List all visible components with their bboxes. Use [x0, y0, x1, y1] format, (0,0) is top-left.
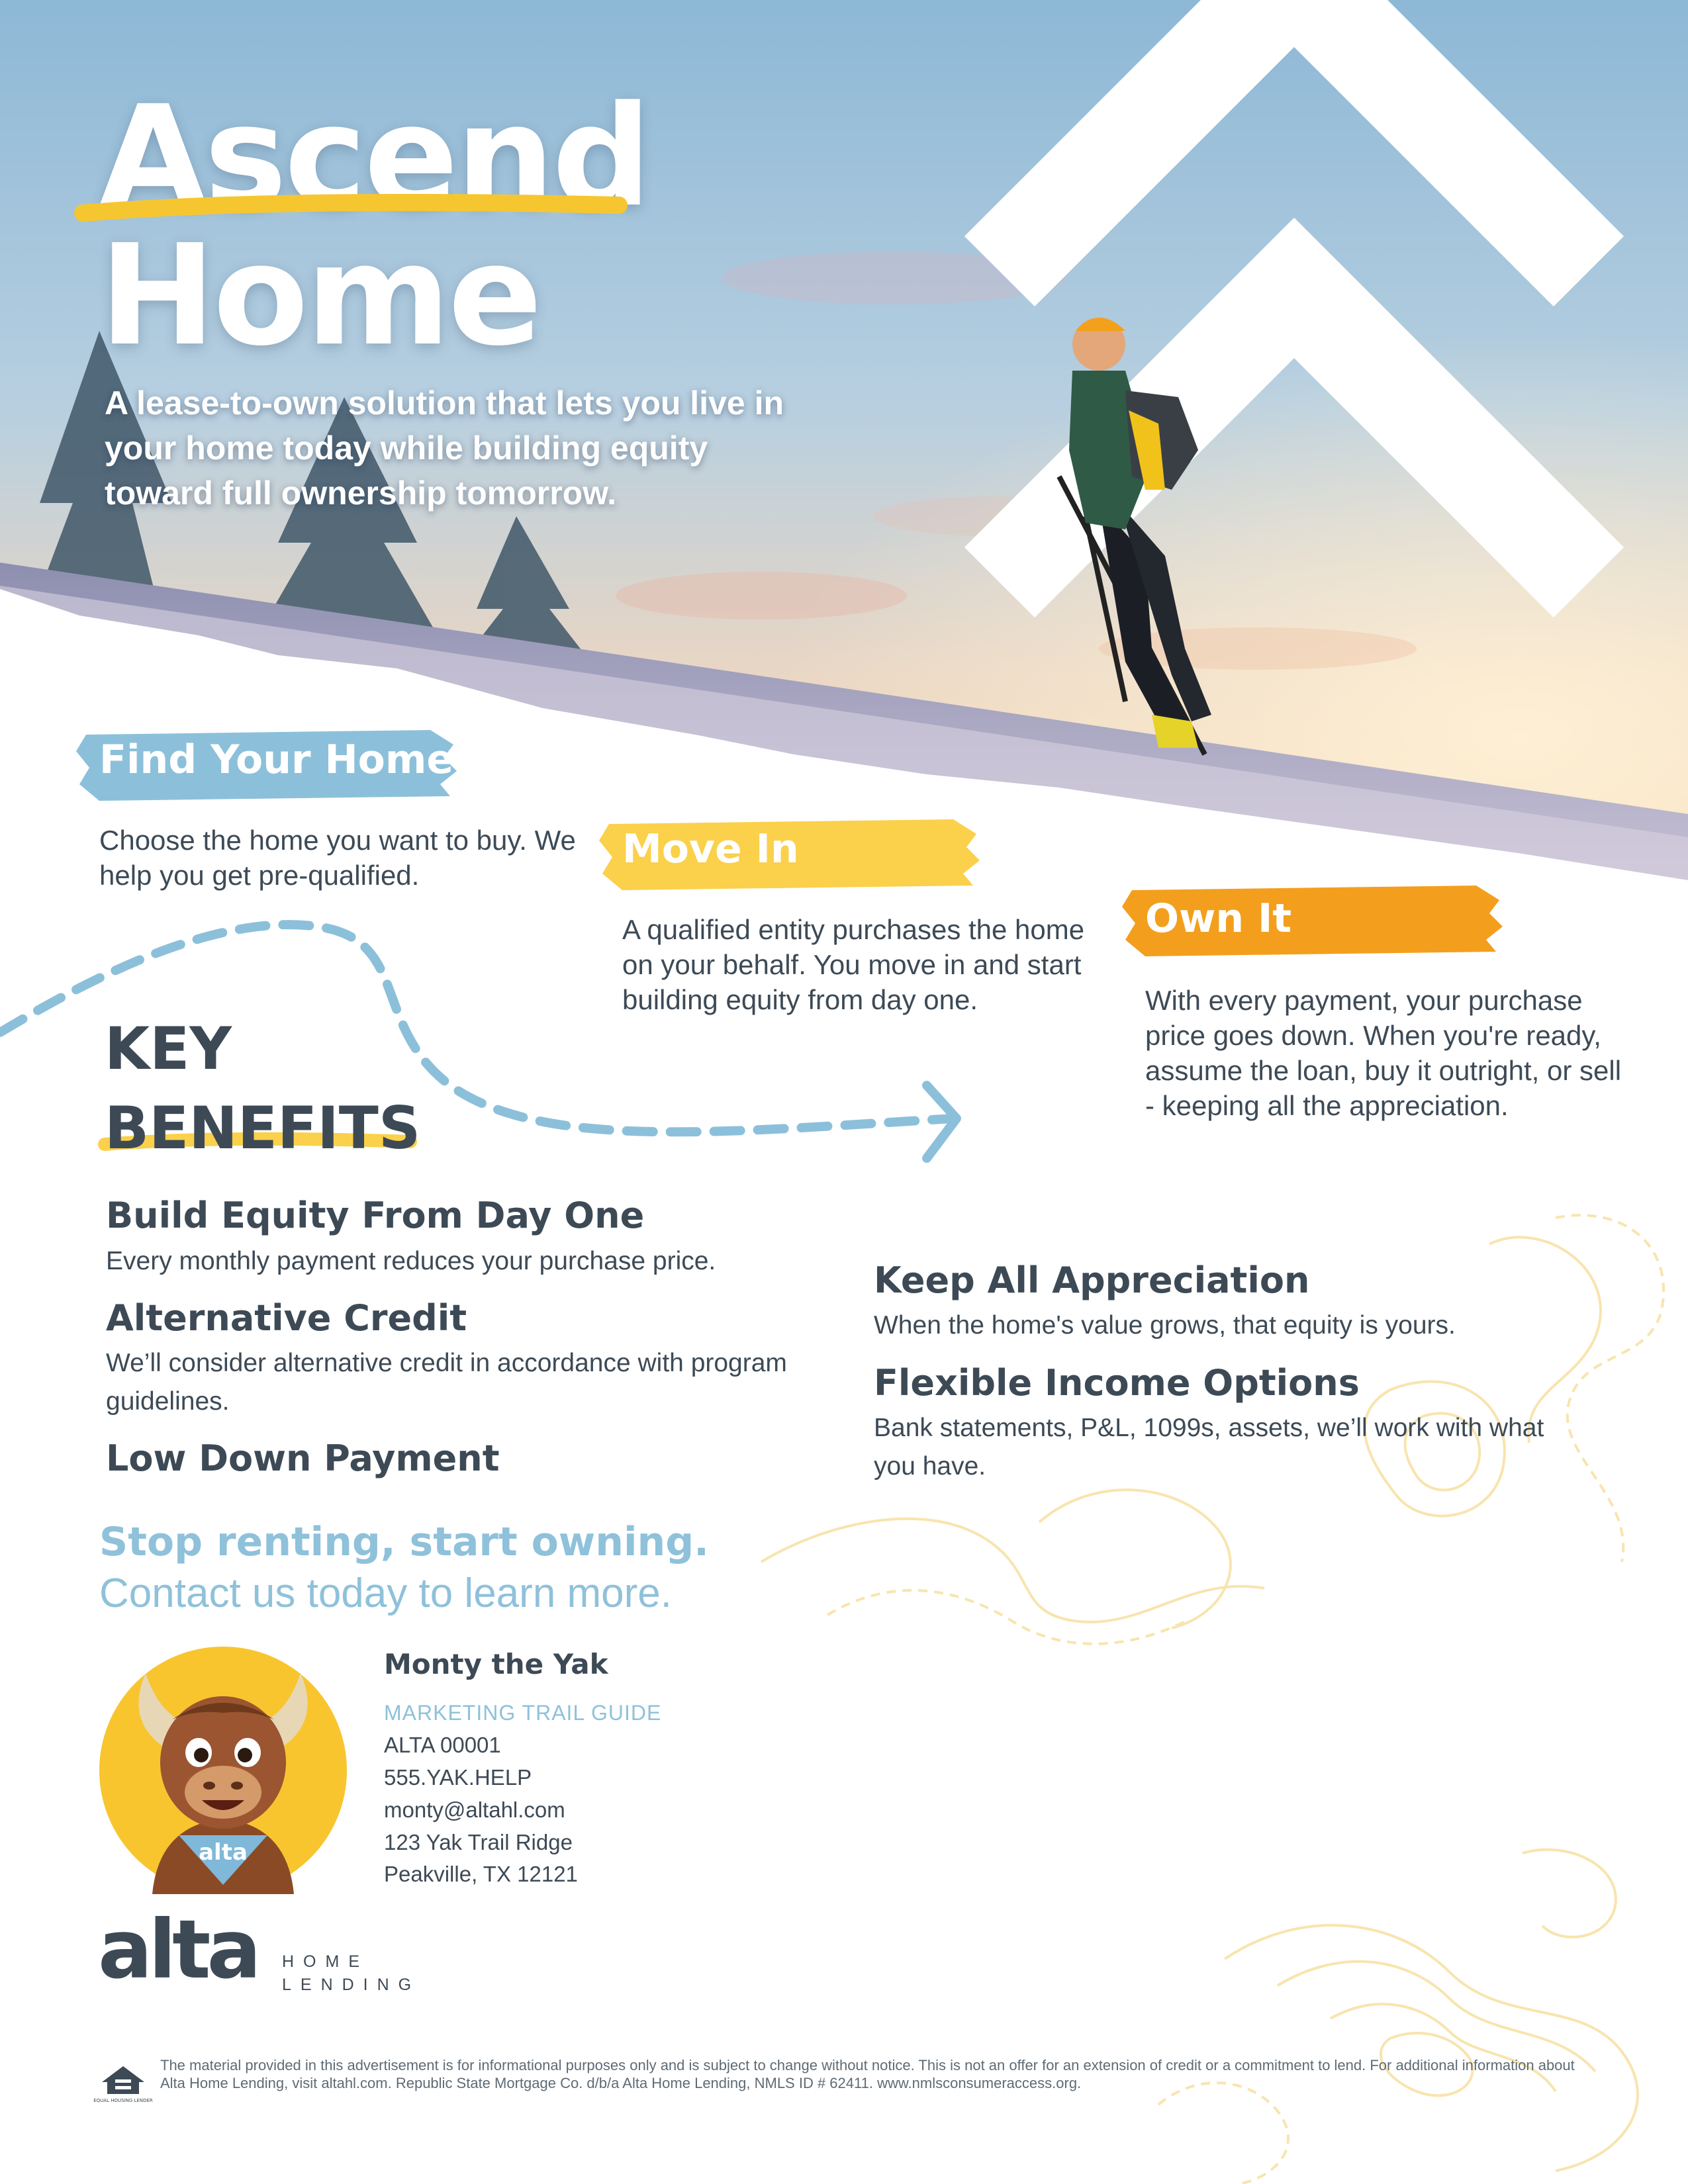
cta-line-2: Contact us today to learn more.	[99, 1570, 673, 1616]
step-label-own-it: Own It	[1145, 895, 1292, 942]
logo-subtitle-lending: LENDING	[282, 1976, 421, 1994]
key-benefits-title-line-1: KEY	[105, 1015, 232, 1083]
benefit-text: Bank statements, P&L, 1099s, assets, we’ll work with what you have.	[874, 1414, 1544, 1480]
step-text-own-it: With every payment, your purchase price goes down. When you're ready, assume the loan, buy it outright, or sell - keeping all the appreciation.	[1145, 985, 1622, 1121]
benefit-heading: Build Equity From Day One	[106, 1195, 645, 1236]
benefit-text: Every monthly payment reduces your purchase price.	[106, 1247, 716, 1275]
key-benefits-title-line-2: BENEFITS	[105, 1094, 421, 1162]
key-benefits-title	[105, 1009, 420, 1168]
hero-tagline: A lease-to-own solution that lets you live in your home today while building equity toward full ownership tomorrow.	[105, 385, 784, 512]
title-line-1: Ascend	[99, 75, 649, 238]
benefit-text: We’ll consider alternative credit in accordance with program guidelines.	[106, 1349, 787, 1416]
step-label-find-your-home: Find Your Home	[99, 737, 454, 783]
agent-address-line-1: 123 Yak Trail Ridge	[384, 1830, 573, 1854]
step-text-find-your-home: Choose the home you want to buy. We help you get pre-qualified.	[99, 825, 576, 891]
benefit-heading: Keep All Appreciation	[874, 1259, 1310, 1301]
yak-mascot-icon	[99, 1647, 347, 1894]
agent-phone[interactable]: 555.YAK.HELP	[384, 1765, 532, 1790]
bandana-text: alta	[199, 1839, 248, 1866]
agent-title: MARKETING TRAIL GUIDE	[384, 1701, 662, 1725]
equal-housing-icon	[93, 2060, 153, 2113]
avatar	[99, 1647, 347, 1894]
alta-logo-wordmark: alta	[98, 1903, 258, 1997]
cta-line-1: Stop renting, start owning.	[99, 1519, 709, 1565]
agent-email[interactable]: monty@altahl.com	[384, 1797, 565, 1822]
agent-address-line-2: Peakville, TX 12121	[384, 1862, 578, 1886]
title-line-2: Home	[99, 214, 540, 377]
agent-id: ALTA 00001	[384, 1733, 501, 1757]
benefit-heading: Alternative Credit	[106, 1297, 467, 1339]
benefit-heading: Low Down Payment	[106, 1437, 500, 1479]
disclaimer: The material provided in this advertisement is for informational purposes only and is subject to change without notice. This is not an offer for an extension of credit or a commitment to lend. For additional information about Alta Home Lending, visit altahl.com. Republic State Mortgage Co. d/b/a Alta Home Lending, NMLS ID # 62411. www.nmlsconsumeraccess.org.	[160, 2057, 1575, 2091]
step-label-move-in: Move In	[622, 826, 799, 872]
benefit-heading: Flexible Income Options	[874, 1362, 1360, 1404]
step-text-move-in: A qualified entity purchases the home on your behalf. You move in and start building equity from day one.	[622, 914, 1085, 1015]
ehl-label: EQUAL HOUSING LENDER	[93, 2098, 153, 2103]
logo-subtitle-home: HOME	[282, 1952, 369, 1971]
agent-name: Monty the Yak	[384, 1648, 608, 1680]
benefit-text: When the home's value grows, that equity is yours.	[874, 1311, 1456, 1340]
